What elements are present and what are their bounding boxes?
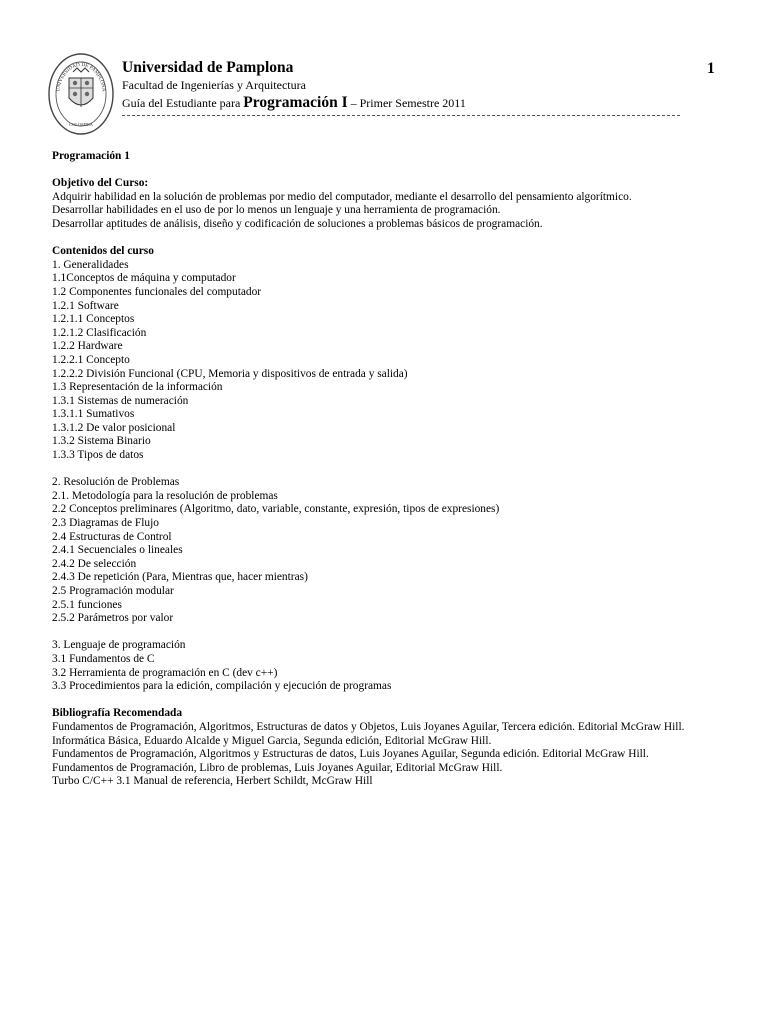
content-item: 3.2 Herramienta de programación en C (dev c++) bbox=[52, 666, 278, 679]
content-item: 2.3 Diagramas de Flujo bbox=[52, 517, 159, 530]
content-item: 1.3.1.2 De valor posicional bbox=[52, 421, 176, 434]
objective-item: Desarrollar aptitudes de análisis, diseño y codificación de soluciones a problemas básicos de programación. bbox=[52, 217, 543, 230]
university-name: Universidad de Pamplona bbox=[122, 59, 294, 76]
content-item: 1.3.3 Tipos de datos bbox=[52, 449, 144, 462]
bibliography-item: Informática Básica, Eduardo Alcalde y Miguel Garcia, Segunda edición, Editorial McGraw Hill. bbox=[52, 734, 492, 747]
bibliography-heading: Bibliografía Recomendada bbox=[52, 707, 183, 720]
svg-text:UNIVERSIDAD DE PAMPLONA: UNIVERSIDAD DE PAMPLONA bbox=[55, 61, 107, 93]
contents-heading: Contenidos del curso bbox=[52, 245, 154, 258]
content-item: 2.4.3 De repetición (Para, Mientras que, hacer mientras) bbox=[52, 571, 308, 584]
guide-prefix: Guía del Estudiante para bbox=[122, 96, 241, 110]
content-item: 2.1. Metodología para la resolución de problemas bbox=[52, 489, 278, 502]
content-item: 2.4 Estructuras de Control bbox=[52, 530, 172, 543]
objective-item: Desarrollar habilidades en el uso de por lo menos un lenguaje y una herramienta de programación. bbox=[52, 204, 501, 217]
guide-line bbox=[122, 94, 682, 112]
objective-item: Adquirir habilidad en la solución de problemas por medio del computador, mediante el desarrollo del pensamiento algorítmico. bbox=[52, 190, 632, 203]
content-item: 2.5.2 Parámetros por valor bbox=[52, 612, 174, 625]
content-item: 1.2.2.1 Concepto bbox=[52, 353, 130, 366]
content-item: 2.2 Conceptos preliminares (Algoritmo, dato, variable, constante, expresión, tipos de expresiones) bbox=[52, 503, 500, 516]
section-2-list bbox=[52, 476, 713, 626]
bibliography-item: Turbo C/C++ 3.1 Manual de referencia, Herbert Schildt, McGraw Hill bbox=[52, 775, 373, 788]
svg-text:COLOMBIA: COLOMBIA bbox=[68, 122, 94, 127]
content-item: 1.2 Componentes funcionales del computador bbox=[52, 285, 262, 298]
bibliography-item: Fundamentos de Programación, Libro de problemas, Luis Joyanes Aguilar, Editorial McGraw Hill. bbox=[52, 761, 503, 774]
document-body bbox=[52, 150, 713, 789]
content-item: 1.2.2.2 División Funcional (CPU, Memoria y dispositivos de entrada y salida) bbox=[52, 367, 408, 380]
bibliography-list bbox=[52, 721, 713, 789]
content-item: 1. Generalidades bbox=[52, 258, 129, 271]
content-item: 2.5 Programación modular bbox=[52, 585, 174, 597]
bibliography-item: Fundamentos de Programación, Algoritmos, Estructuras de datos y Objetos, Luis Joyanes Aguilar, Tercera edición. Editorial McGraw Hill. bbox=[52, 720, 685, 733]
course-heading: Programación 1 bbox=[52, 150, 130, 162]
content-item: 3.3 Procedimientos para la edición, compilación y ejecución de programas bbox=[52, 680, 392, 693]
objectives-list bbox=[52, 191, 713, 232]
section-1-list bbox=[52, 259, 713, 463]
content-item: 1.1Conceptos de máquina y computador bbox=[52, 272, 236, 285]
faculty-name: Facultad de Ingenierías y Arquitectura bbox=[122, 78, 306, 92]
content-item: 1.3 Representación de la información bbox=[52, 381, 223, 394]
university-seal bbox=[47, 52, 115, 136]
course-title: Programación I bbox=[243, 94, 348, 111]
content-item: 1.2.1.1 Conceptos bbox=[52, 313, 135, 326]
content-item: 2. Resolución de Problemas bbox=[52, 476, 180, 489]
content-item: 1.3.1 Sistemas de numeración bbox=[52, 394, 189, 407]
content-item: 1.2.2 Hardware bbox=[52, 340, 123, 353]
header-divider bbox=[122, 115, 680, 116]
content-item: 2.4.2 De selección bbox=[52, 557, 137, 570]
objective-heading: Objetivo del Curso: bbox=[52, 177, 149, 190]
content-item: 1.2.1.2 Clasificación bbox=[52, 326, 147, 339]
content-item: 1.3.1.1 Sumativos bbox=[52, 408, 135, 421]
content-item: 3. Lenguaje de programación bbox=[52, 639, 186, 652]
content-item: 3.1 Fundamentos de C bbox=[52, 652, 155, 665]
content-item: 2.4.1 Secuenciales o lineales bbox=[52, 544, 183, 557]
content-item: 1.3.2 Sistema Binario bbox=[52, 435, 151, 448]
page-number: 1 bbox=[707, 60, 715, 77]
page-header bbox=[122, 58, 682, 116]
content-item: 2.5.1 funciones bbox=[52, 598, 122, 611]
section-3-list bbox=[52, 639, 713, 693]
content-item: 1.2.1 Software bbox=[52, 299, 119, 312]
guide-suffix: – Primer Semestre 2011 bbox=[350, 96, 466, 110]
bibliography-item: Fundamentos de Programación, Algoritmos y Estructuras de datos, Luis Joyanes Aguilar, Segunda edición. Editorial McGraw Hill. bbox=[52, 748, 649, 761]
